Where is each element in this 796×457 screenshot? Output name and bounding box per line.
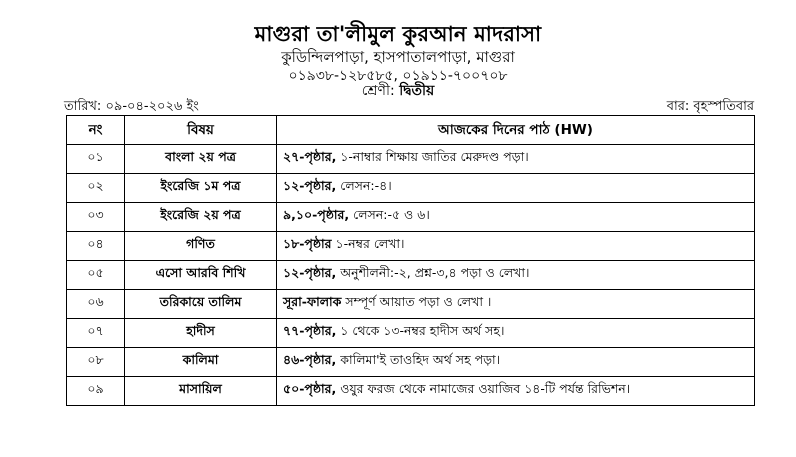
row-serial: ০৪ <box>67 232 125 261</box>
row-subject: গণিত <box>125 232 277 261</box>
header-lesson: আজকের দিনের পাঠ (HW) <box>277 116 755 145</box>
table-row <box>67 377 755 406</box>
lesson-detail: লেসন:-৫ ও ৬। <box>349 207 430 222</box>
row-serial: ০৯ <box>67 377 125 406</box>
lesson-page: ৯,১০-পৃষ্ঠার, <box>283 207 350 222</box>
table-header-row <box>67 116 755 145</box>
lesson-page: ১২-পৃষ্ঠার, <box>283 178 337 193</box>
lesson-detail: ওযুর ফরজ থেকে নামাজের ওয়াজিব ১৪-টি পর্যন্ত রিভিশন। <box>336 381 631 396</box>
lesson-page: ২৭-পৃষ্ঠার, <box>283 149 337 164</box>
lesson-page: ৭৭-পৃষ্ঠার, <box>283 323 337 338</box>
school-name: মাগুরা তা'লীমুল কুরআন মাদরাসা <box>254 22 542 46</box>
class-label: শ্রেণী: <box>361 83 395 99</box>
row-subject: হাদীস <box>125 319 277 348</box>
lesson-detail: অনুশীলনী:-২, প্রশ্ন-৩,৪ পড়া ও লেখা। <box>336 265 530 280</box>
lesson-detail: ১-নম্বর লেখা। <box>331 236 405 251</box>
lesson-page: ১৮-পৃষ্ঠার <box>283 236 332 251</box>
table-row <box>67 174 755 203</box>
lesson-page: ৫০-পৃষ্ঠার, <box>283 381 337 396</box>
class-value: দ্বিতীয় <box>399 83 435 99</box>
header-subject: বিষয় <box>125 116 277 145</box>
row-lesson <box>277 261 755 290</box>
lesson-detail: ১-নাম্বার শিক্ষায় জাতির মেরুদণ্ড পড়া। <box>336 149 529 164</box>
row-serial: ০৫ <box>67 261 125 290</box>
lesson-detail: কালিমা'ই তাওহিদ অর্থ সহ পড়া। <box>336 352 501 367</box>
row-serial: ০১ <box>67 145 125 174</box>
row-lesson <box>277 348 755 377</box>
lesson-detail: ১ থেকে ১৩-নম্বর হাদীস অর্থ সহ। <box>336 323 505 338</box>
table-row <box>67 203 755 232</box>
row-subject: তরিকায়ে তালিম <box>125 290 277 319</box>
lesson-page: সূরা-ফালাক <box>283 294 342 309</box>
lesson-page: ৪৬-পৃষ্ঠার, <box>283 352 337 367</box>
row-serial: ০৭ <box>67 319 125 348</box>
row-lesson <box>277 174 755 203</box>
row-lesson <box>277 290 755 319</box>
row-subject: ইংরেজি ২য় পত্র <box>125 203 277 232</box>
row-subject: এসো আরবি শিখি <box>125 261 277 290</box>
lesson-detail: সম্পূর্ণ আয়াত পড়া ও লেখা । <box>341 294 492 309</box>
row-lesson <box>277 319 755 348</box>
row-subject: ইংরেজি ১ম পত্র <box>125 174 277 203</box>
row-serial: ০৩ <box>67 203 125 232</box>
row-serial: ০২ <box>67 174 125 203</box>
row-lesson <box>277 377 755 406</box>
table-row <box>67 145 755 174</box>
row-lesson <box>277 232 755 261</box>
row-subject: কালিমা <box>125 348 277 377</box>
table-row <box>67 319 755 348</box>
lesson-page: ১২-পৃষ্ঠার, <box>283 265 337 280</box>
header-serial: নং <box>67 116 125 145</box>
lesson-detail: লেসন:-৪। <box>336 178 392 193</box>
row-lesson <box>277 203 755 232</box>
school-address: কুডিন্দিলপাড়া, হাসপাতালপাড়া, মাগুরা <box>281 48 515 66</box>
phone-numbers: ০১৯৩৮-১২৮৫৮৫, ০১৯১১-৭০০৭০৮ <box>288 68 508 84</box>
row-subject: মাসায়িল <box>125 377 277 406</box>
row-serial: ০৬ <box>67 290 125 319</box>
table-row <box>67 290 755 319</box>
date-text: তারিখ: ০৯-০৪-২০২৬ ইং <box>64 99 199 114</box>
table-row <box>67 232 755 261</box>
homework-table <box>66 115 755 406</box>
table-row <box>67 261 755 290</box>
table-row <box>67 348 755 377</box>
row-lesson <box>277 145 755 174</box>
row-serial: ০৮ <box>67 348 125 377</box>
day-text: বার: বৃহস্পতিবার <box>666 99 754 114</box>
row-subject: বাংলা ২য় পত্র <box>125 145 277 174</box>
